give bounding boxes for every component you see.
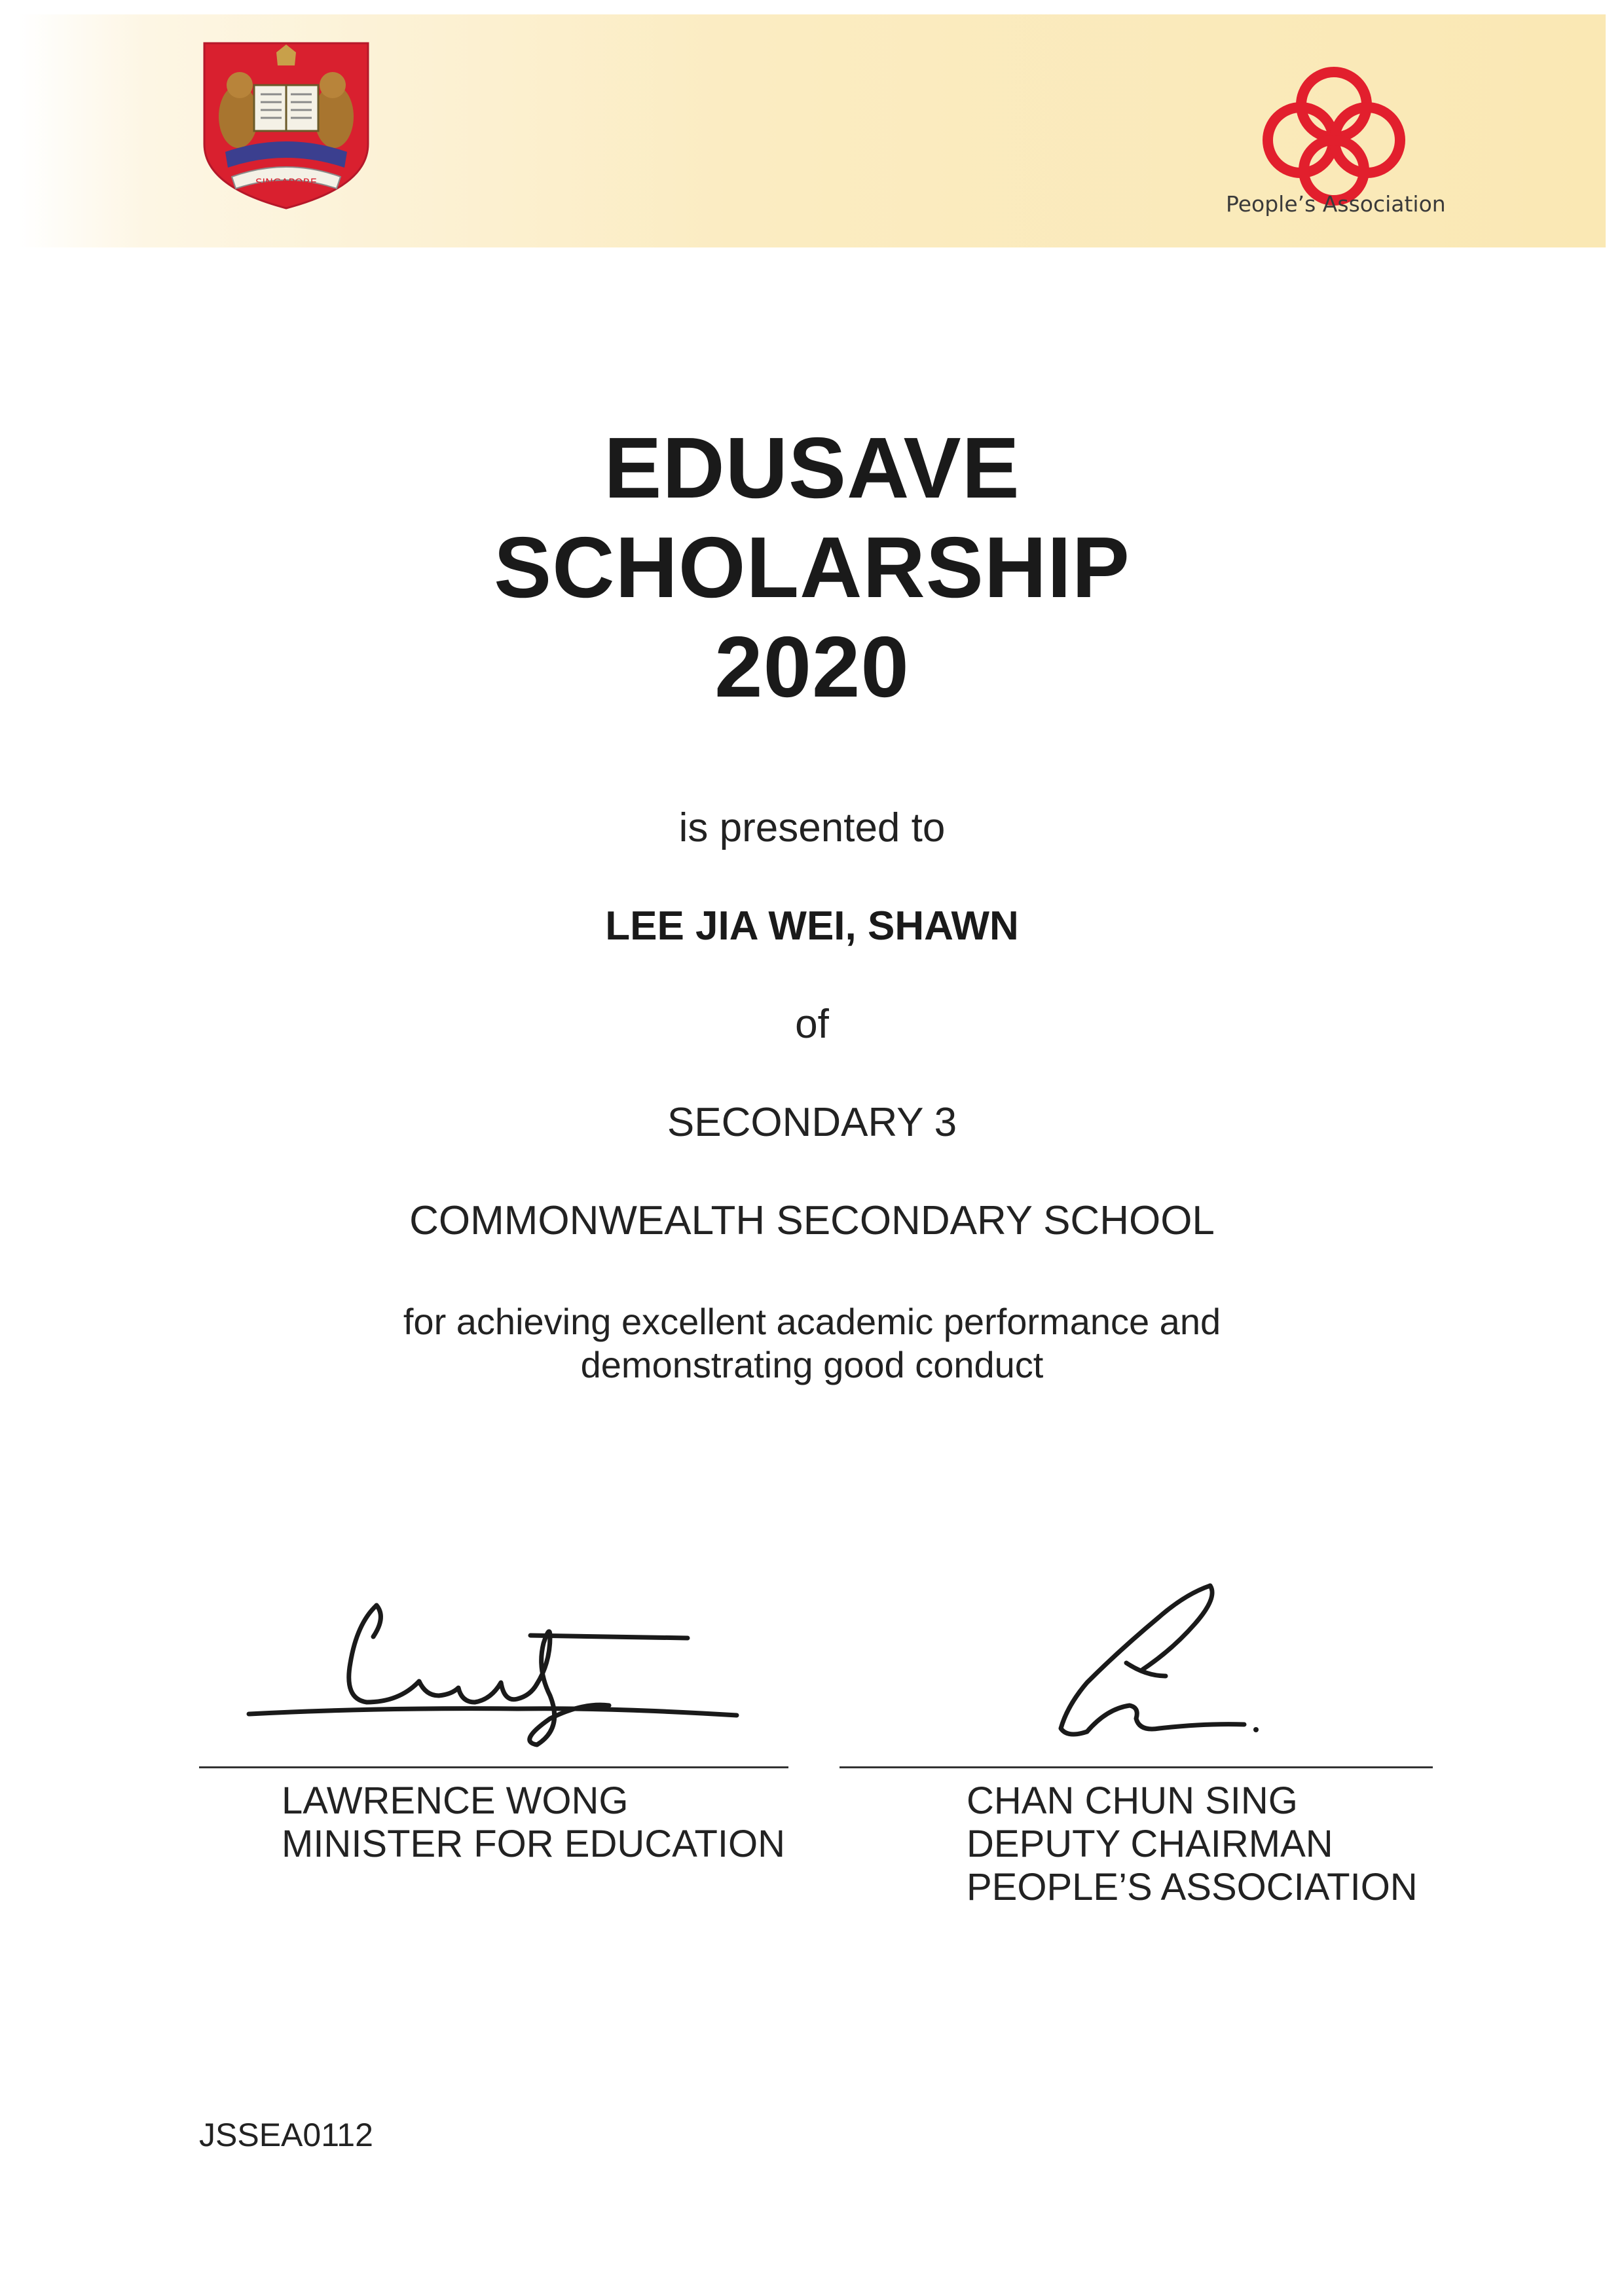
- peoples-association-label: People’s Association: [1226, 191, 1446, 217]
- reason-line-2: demonstrating good conduct: [580, 1344, 1044, 1385]
- ministry-of-education-crest-icon: [199, 39, 373, 212]
- signatory-1-title: MINISTER FOR EDUCATION: [282, 1823, 786, 1865]
- reason-line-1: for achieving excellent academic performance and: [403, 1301, 1221, 1342]
- crest-motto: SINGAPORE: [255, 176, 317, 189]
- title-edusave: EDUSAVE: [604, 420, 1020, 516]
- signature-lawrence-wong-icon: [242, 1597, 747, 1748]
- certificate-code: JSSEA0112: [199, 2117, 373, 2153]
- presented-to-label: is presented to: [678, 805, 946, 850]
- signatory-2-title: DEPUTY CHAIRMAN: [967, 1823, 1333, 1865]
- signature-line-2: [840, 1766, 1433, 1768]
- level: SECONDARY 3: [667, 1100, 957, 1145]
- peoples-association-knot-icon: [1260, 63, 1408, 207]
- school-name: COMMONWEALTH SECONDARY SCHOOL: [409, 1198, 1215, 1243]
- signatory-2-organisation: PEOPLE’S ASSOCIATION: [967, 1866, 1418, 1908]
- signature-line-1: [199, 1766, 788, 1768]
- title-year: 2020: [714, 619, 910, 715]
- signatory-1-name: LAWRENCE WONG: [282, 1779, 629, 1822]
- signature-chan-chun-sing-icon: [1008, 1578, 1270, 1748]
- recipient-name: LEE JIA WEI, SHAWN: [605, 903, 1019, 949]
- of-label: of: [795, 1002, 829, 1047]
- signatory-2-name: CHAN CHUN SING: [967, 1779, 1298, 1822]
- title-scholarship: SCHOLARSHIP: [494, 519, 1130, 615]
